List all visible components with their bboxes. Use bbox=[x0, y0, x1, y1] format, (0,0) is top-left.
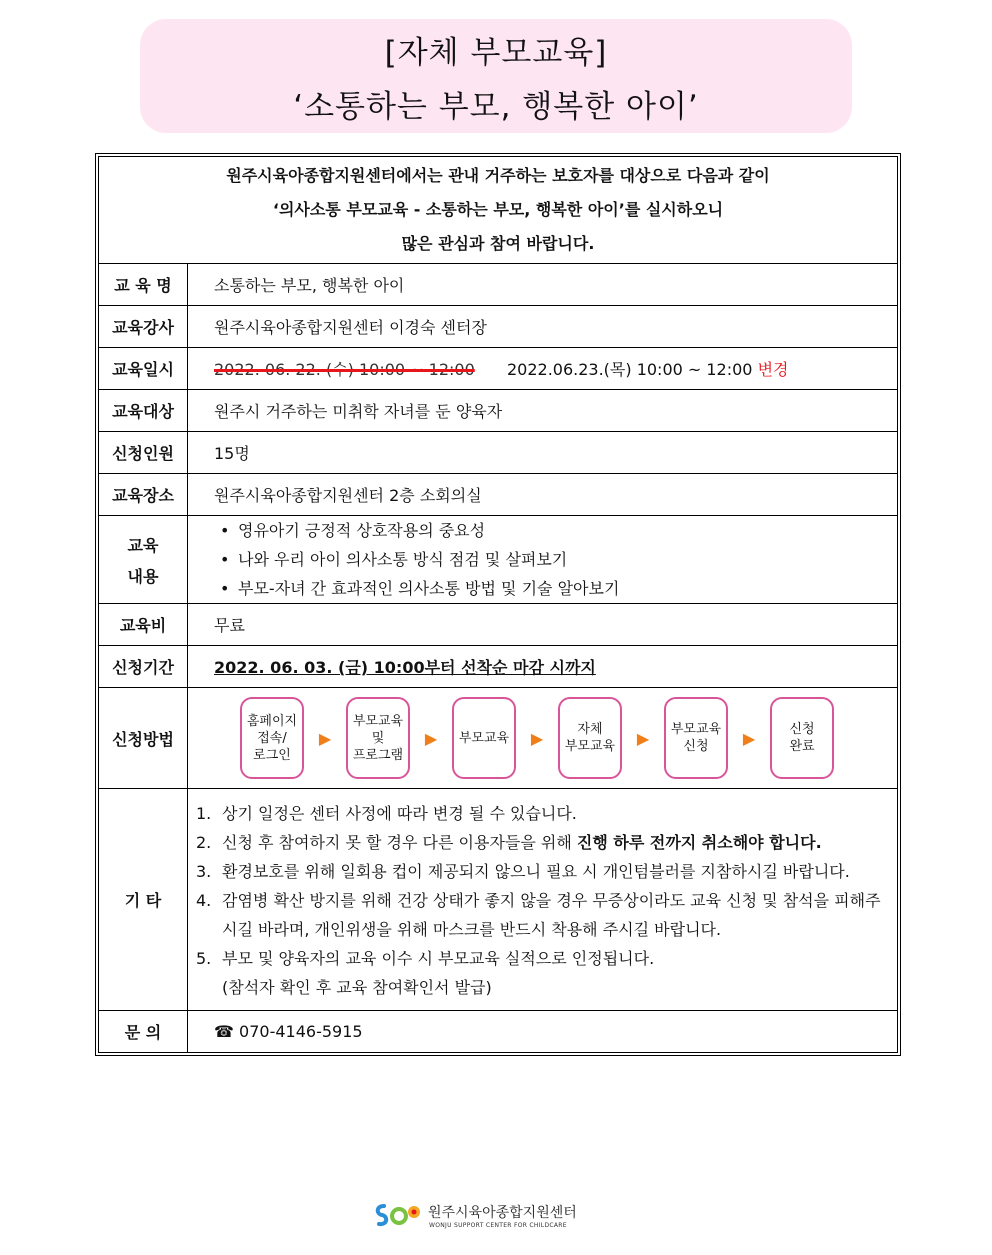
list-item: • 나와 우리 아이 의사소통 방식 점검 및 살펴보기 bbox=[220, 545, 897, 574]
content-list bbox=[188, 516, 897, 603]
item-text: 상기 일정은 센터 사정에 따라 변경 될 수 있습니다. bbox=[222, 804, 577, 823]
arrow-right-icon: ▶ bbox=[318, 728, 332, 748]
value-name: 소통하는 부모, 행복한 아이 bbox=[188, 264, 898, 306]
row-capacity bbox=[99, 432, 898, 474]
intro-line-3: 많은 관심과 참여 바랍니다. bbox=[401, 234, 595, 253]
arrow-right-icon: ▶ bbox=[742, 728, 756, 748]
phone-number[interactable]: 070-4146-5915 bbox=[239, 1022, 363, 1041]
value-period bbox=[188, 646, 898, 688]
row-contact bbox=[99, 1011, 898, 1053]
label-content-line-1: 교육 bbox=[127, 535, 159, 555]
row-period bbox=[99, 646, 898, 688]
page-title: [자체 부모교육] bbox=[384, 35, 608, 71]
label-target: 교육대상 bbox=[99, 390, 188, 432]
item-bold-text: 진행 하루 전까지 취소해야 합니다. bbox=[576, 833, 822, 852]
step-box: 홈페이지 접속/ 로그인 bbox=[240, 697, 304, 779]
label-datetime: 교육일시 bbox=[99, 348, 188, 390]
center-logo-icon bbox=[374, 1200, 424, 1230]
label-period: 신청기간 bbox=[99, 646, 188, 688]
period-text: 2022. 06. 03. (금) 10:00부터 선착순 마감 시까지 bbox=[214, 658, 596, 677]
row-datetime bbox=[99, 348, 898, 390]
list-item bbox=[196, 944, 887, 1002]
step-box: 부모교육 bbox=[452, 697, 516, 779]
value-instructor: 원주시육아종합지원센터 이경숙 센터장 bbox=[188, 306, 898, 348]
list-item bbox=[196, 857, 887, 886]
label-etc: 기 타 bbox=[99, 789, 188, 1011]
label-capacity: 신청인원 bbox=[99, 432, 188, 474]
item-number: 5. bbox=[196, 949, 212, 968]
info-table bbox=[98, 156, 898, 1053]
list-item: • 부모-자녀 간 효과적인 의사소통 방법 및 기술 알아보기 bbox=[220, 574, 897, 603]
value-target: 원주시 거주하는 미취학 자녀를 둔 양육자 bbox=[188, 390, 898, 432]
step-box: 부모교육 및 프로그램 bbox=[346, 697, 410, 779]
footer-org-name: 원주시육아종합지원센터 bbox=[428, 1204, 577, 1221]
footer-org-name-en: WONJU SUPPORT CENTER FOR CHILDCARE bbox=[429, 1221, 567, 1229]
label-instructor: 교육강사 bbox=[99, 306, 188, 348]
item-text: 부모 및 양육자의 교육 이수 시 부모교육 실적으로 인정됩니다. bbox=[222, 949, 655, 968]
value-capacity: 15명 bbox=[188, 432, 898, 474]
row-instructor bbox=[99, 306, 898, 348]
step-box: 신청 완료 bbox=[770, 697, 834, 779]
changed-badge: 변경 bbox=[757, 360, 789, 379]
label-content-line-2: 내용 bbox=[127, 566, 159, 586]
label-contact: 문 의 bbox=[99, 1011, 188, 1053]
new-datetime: 2022.06.23.(목) 10:00 ~ 12:00 bbox=[506, 360, 753, 379]
value-contact bbox=[188, 1011, 898, 1053]
item-text: 환경보호를 위해 일회용 컵이 제공되지 않으니 필요 시 개인텀블러를 지참하시길 바랍니다. bbox=[222, 862, 850, 881]
footer-logo bbox=[374, 1200, 577, 1230]
value-place: 원주시육아종합지원센터 2층 소회의실 bbox=[188, 474, 898, 516]
list-item bbox=[196, 799, 887, 828]
old-datetime: 2022. 06. 22. (수) 10:00 ~ 12:00 bbox=[214, 360, 475, 379]
title-banner bbox=[140, 19, 852, 133]
arrow-right-icon: ▶ bbox=[636, 728, 650, 748]
row-place bbox=[99, 474, 898, 516]
item-number: 3. bbox=[196, 862, 212, 881]
item-text: 감염병 확산 방지를 위해 건강 상태가 좋지 않을 경우 무증상이라도 교육 신청 및 참석을 피해주시길 바라며, 개인위생을 위해 마스크를 반드시 착용해 주시길 바랍니다. bbox=[222, 891, 881, 939]
label-place: 교육장소 bbox=[99, 474, 188, 516]
intro-line-1: 원주시육아종합지원센터에서는 관내 거주하는 보호자를 대상으로 다음과 같이 bbox=[226, 166, 770, 185]
method-steps bbox=[188, 688, 897, 788]
list-item bbox=[196, 828, 887, 857]
item-text: 신청 후 참여하지 못 할 경우 다른 이용자들을 위해 bbox=[222, 833, 577, 852]
item-note: (참석자 확인 후 교육 참여확인서 발급) bbox=[222, 978, 492, 997]
etc-list bbox=[188, 789, 897, 1010]
phone-icon: ☎ bbox=[214, 1022, 234, 1041]
list-item: • 영유아기 긍정적 상호작용의 중요성 bbox=[220, 516, 897, 545]
row-fee bbox=[99, 604, 898, 646]
value-content bbox=[188, 516, 898, 604]
row-name bbox=[99, 264, 898, 306]
row-method bbox=[99, 688, 898, 789]
arrow-right-icon: ▶ bbox=[530, 728, 544, 748]
page-subtitle: ‘소통하는 부모, 행복한 아이’ bbox=[293, 89, 699, 125]
list-item bbox=[196, 886, 887, 944]
value-datetime bbox=[188, 348, 898, 390]
value-etc bbox=[188, 789, 898, 1011]
item-number: 4. bbox=[196, 891, 212, 910]
intro-line-2: ‘의사소통 부모교육 - 소통하는 부모, 행복한 아이’를 실시하오니 bbox=[272, 200, 724, 219]
row-content bbox=[99, 516, 898, 604]
label-fee: 교육비 bbox=[99, 604, 188, 646]
step-box: 부모교육 신청 bbox=[664, 697, 728, 779]
arrow-right-icon: ▶ bbox=[424, 728, 438, 748]
intro-text bbox=[99, 157, 898, 264]
value-method bbox=[188, 688, 898, 789]
value-fee: 무료 bbox=[188, 604, 898, 646]
row-etc bbox=[99, 789, 898, 1011]
item-number: 1. bbox=[196, 804, 212, 823]
label-content bbox=[99, 516, 188, 604]
label-name: 교 육 명 bbox=[99, 264, 188, 306]
item-number: 2. bbox=[196, 833, 212, 852]
row-target bbox=[99, 390, 898, 432]
step-box: 자체 부모교육 bbox=[558, 697, 622, 779]
label-method: 신청방법 bbox=[99, 688, 188, 789]
